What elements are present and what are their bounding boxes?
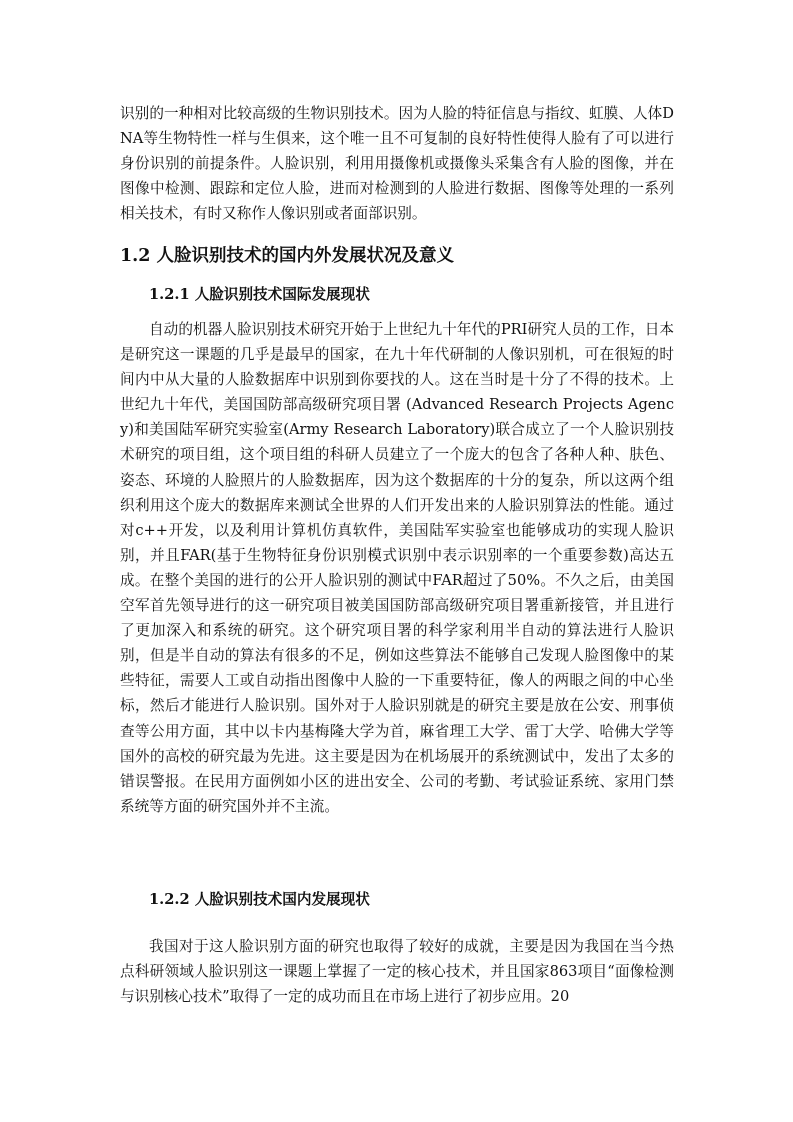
body-paragraph: 自动的机器人脸识别技术研究开始于上世纪九十年代的PRI研究人员的工作，日本是研究这一课题的几乎是最早的国家，在九十年代研制的人像识别机，可在很短的时间内中从大量的人脸数据库中识别到你要找的人。这在当时是十分了不得的技术。上世纪九十年代，美国国防部高级研究项目署 (Advanced Research Projects Agency)和美国陆军研究实验室(Army Research Laboratory)联合成立了一个人脸识别技术研究的项目组，这个项目组的科研人员建立了一个庞大的包含了各种人种、肤色、姿态、环境的人脸照片的人脸数据库，因为这个数据库的十分的复杂，所以这两个组织利用这个庞大的数据库来测试全世界的人们开发出来的人脸识别算法的性能。通过对c++开发，以及利用计算机仿真软件，美国陆军实验室也能够成功的实现人脸识别，并且FAR(基于生物特征身份识别模式识别中表示识别率的一个重要参数)高达五成。在整个美国的进行的公开人脸识别的测试中FAR超过了50%。不久之后，由美国空军首先领导进行的这一研究项目被美国国防部高级研究项目署重新接管，并且进行了更加深入和系统的研究。这个研究项目署的科学家利用半自动的算法进行人脸识别，但是半自动的算法有很多的不足，例如这些算法不能够自己发现人脸图像中的某些特征，需要人工或自动指出图像中人脸的一下重要特征，像人的两眼之间的中心坐标，然后才能进行人脸识别。国外对于人脸识别就是的研究主要是放在公安、刑事侦查等公用方面，其中以卡内基梅隆大学为首，麻省理工大学、雷丁大学、哈佛大学等国外的高校的研究最为先进。这主要是因为在机场展开的系统测试中，发出了太多的错误警报。在民用方面例如小区的进出安全、公司的考勤、考试验证系统、家用门禁系统等方面的研究国外并不主流。 bbox=[120, 321, 674, 815]
body-paragraph: 我国对于这人脸识别方面的研究也取得了较好的成就，主要是因为我国在当今热点科研领域人脸识别这一课题上掌握了一定的核心技术，并且国家863项目“面像检测与识别核心技术”取得了一定的成功而且在市场上进行了初步应用。20 bbox=[120, 938, 674, 1006]
body-paragraph: 识别的一种相对比较高级的生物识别技术。因为人脸的特征信息与指纹、虹膜、人体DNA等生物特性一样与生俱来，这个唯一且不可复制的良好特性使得人脸有了可以进行身份识别的前提条件。人脸识别，利用用摄像机或摄像头采集含有人脸的图像，并在图像中检测、跟踪和定位人脸，进而对检测到的人脸进行数据、图像等处理的一系列相关技术，有时又称作人像识别或者面部识别。 bbox=[120, 105, 674, 223]
subsection-heading-1-2-1: 1.2.1 人脸识别技术国际发展现状 bbox=[149, 286, 370, 303]
subsection-heading-1-2-2: 1.2.2 人脸识别技术国内发展现状 bbox=[149, 891, 370, 908]
section-heading-1-2: 1.2 人脸识别技术的国内外发展状况及意义 bbox=[120, 246, 455, 266]
